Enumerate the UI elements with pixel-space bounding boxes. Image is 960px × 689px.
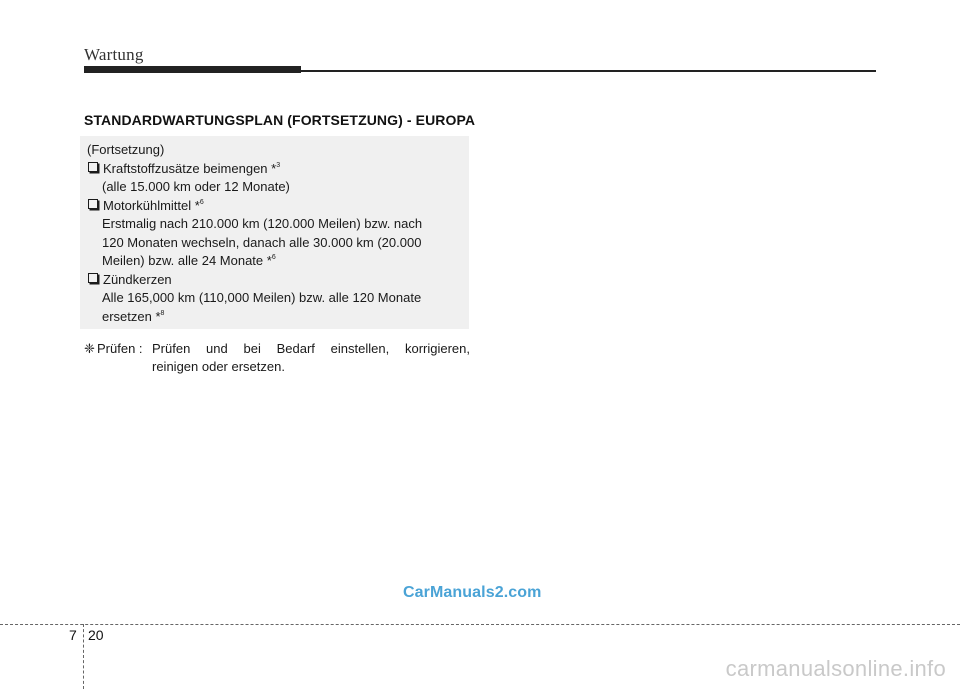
page-heading: STANDARDWARTUNGSPLAN (FORTSETZUNG) - EUROPA: [84, 112, 476, 128]
page-number: 20: [88, 627, 104, 643]
item-detail-line: ersetzen *$^8$: [102, 308, 165, 324]
maintenance-schedule-box: [80, 136, 469, 329]
watermark-link[interactable]: CarManuals2.com: [403, 584, 542, 601]
note-symbol-icon: ❈: [84, 341, 95, 356]
schedule-item-fuel-additive: [87, 160, 469, 179]
item-label: Motorkühlmittel *: [103, 197, 200, 213]
footnote-ref: 3: [276, 161, 281, 169]
footnote-ref: 8: [160, 309, 165, 317]
footer-rule: [0, 624, 960, 625]
site-footer-link[interactable]: carmanualsonline.info: [725, 656, 946, 681]
item-label: Zündkerzen: [103, 271, 172, 287]
note-row: [84, 340, 470, 358]
section-title: Wartung: [84, 45, 144, 64]
item-detail-line: 120 Monaten wechseln, danach alle 30.000 km (20.000: [102, 234, 422, 250]
footnote-ref: 6: [199, 198, 204, 206]
note-text: Prüfen und bei Bedarf einstellen, korrigieren,: [152, 341, 470, 356]
chapter-number: 7: [69, 627, 77, 643]
continued-label: (Fortsetzung): [87, 142, 165, 157]
checkbox-icon: [88, 162, 98, 172]
schedule-item-engine-coolant: [87, 197, 469, 216]
item-detail-line: Erstmalig nach 210.000 km (120.000 Meilen) bzw. nach: [102, 216, 423, 231]
note-term: Prüfen :: [97, 341, 143, 356]
inspection-note: [84, 340, 470, 375]
footnote-ref: 6: [271, 254, 276, 261]
footer-divider: [83, 624, 84, 689]
schedule-item-spark-plugs: [87, 271, 469, 290]
header-rule: [84, 70, 876, 72]
item-detail-line: (alle 15.000 km oder 12 Monate): [102, 179, 290, 194]
item-label: Kraftstoffzusätze beimengen *: [103, 160, 277, 176]
item-detail-line: Alle 165,000 km (110,000 Meilen) bzw. alle 120 Monate: [102, 290, 422, 305]
checkbox-icon: [88, 273, 98, 283]
note-text-continued: reinigen oder ersetzen.: [152, 358, 285, 374]
checkbox-icon: [88, 199, 98, 209]
item-detail-line: Meilen) bzw. alle 24 Monate *$^6$: [102, 253, 276, 268]
